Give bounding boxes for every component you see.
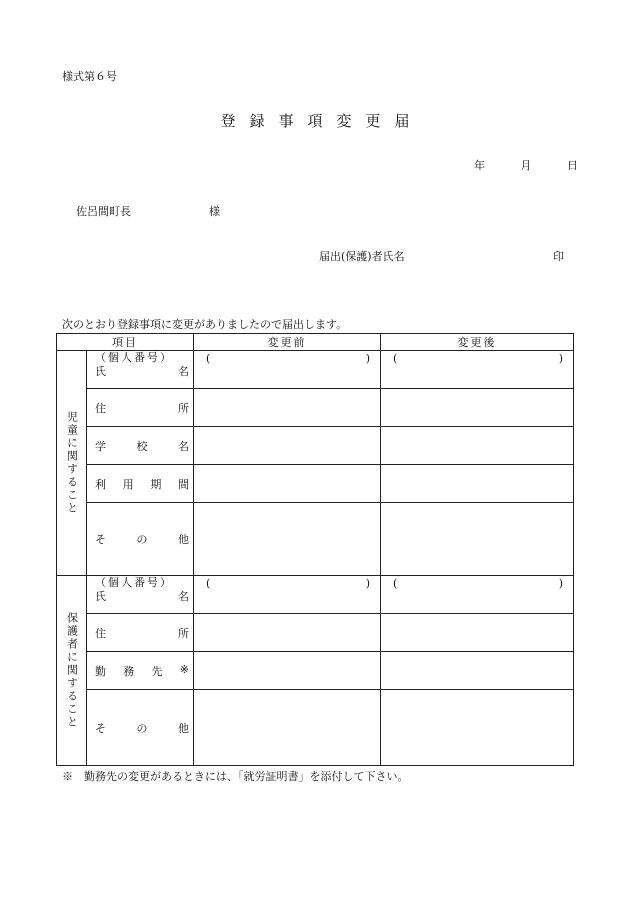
guardian-other-before-field[interactable] bbox=[194, 690, 381, 766]
table-row bbox=[57, 614, 574, 652]
applicant-name-label: 届出(保護)者氏名 bbox=[319, 250, 405, 263]
guardian-workplace-after-field[interactable] bbox=[381, 652, 574, 690]
date-year-label: 年 bbox=[474, 159, 485, 172]
child-address-before-field[interactable] bbox=[194, 389, 381, 427]
child-period-label: 利 用 期 間 bbox=[87, 465, 194, 503]
guardian-other-label: そ の 他 bbox=[87, 690, 194, 766]
seal-label: 印 bbox=[553, 250, 564, 263]
table-row bbox=[57, 465, 574, 503]
footnote: ※ 勤務先の変更があるときには、「就労証明書」を添付して下さい。 bbox=[62, 770, 409, 783]
child-address-label: 住 所 bbox=[87, 389, 194, 427]
guardian-name-before-field[interactable]: ( ) bbox=[194, 576, 381, 614]
guardian-other-after-field[interactable] bbox=[381, 690, 574, 766]
kojin-bango-label: （個人番号） bbox=[95, 576, 173, 589]
child-other-before-field[interactable] bbox=[194, 503, 381, 576]
table-row bbox=[57, 690, 574, 766]
header-item: 項目 bbox=[57, 334, 194, 351]
change-table bbox=[56, 333, 574, 766]
kojin-bango-label: （個人番号） bbox=[95, 351, 173, 364]
guardian-workplace-label: 勤 務 先 ※ bbox=[87, 652, 194, 690]
honorific: 様 bbox=[209, 205, 220, 218]
guardian-address-before-field[interactable] bbox=[194, 614, 381, 652]
child-name-after-field[interactable]: ( ) bbox=[381, 351, 574, 389]
page-title: 登録事項変更届 bbox=[220, 112, 424, 130]
guardian-name-label: （個人番号） 氏 名 bbox=[87, 576, 194, 614]
form-number: 様式第６号 bbox=[62, 70, 117, 83]
guardian-address-label: 住 所 bbox=[87, 614, 194, 652]
child-section-label: 児童に関すること bbox=[57, 351, 87, 576]
child-period-after-field[interactable] bbox=[381, 465, 574, 503]
date-month-label: 月 bbox=[520, 159, 532, 172]
child-school-before-field[interactable] bbox=[194, 427, 381, 465]
guardian-address-after-field[interactable] bbox=[381, 614, 574, 652]
table-header-row bbox=[57, 334, 574, 351]
date-line bbox=[474, 157, 578, 173]
table-row bbox=[57, 503, 574, 576]
addressee: 佐呂間町長 bbox=[76, 205, 131, 218]
child-period-before-field[interactable] bbox=[194, 465, 381, 503]
table-row bbox=[57, 389, 574, 427]
guardian-name-after-field[interactable]: ( ) bbox=[381, 576, 574, 614]
child-address-after-field[interactable] bbox=[381, 389, 574, 427]
child-school-after-field[interactable] bbox=[381, 427, 574, 465]
guardian-workplace-before-field[interactable] bbox=[194, 652, 381, 690]
child-name-before-field[interactable]: ( ) bbox=[194, 351, 381, 389]
table-row bbox=[57, 652, 574, 690]
guardian-section-label: 保護者に関すること bbox=[57, 576, 87, 766]
date-day-label: 日 bbox=[567, 159, 578, 172]
table-row bbox=[57, 427, 574, 465]
intro-text: 次のとおり登録事項に変更がありましたので届出します。 bbox=[62, 318, 348, 331]
child-other-label: そ の 他 bbox=[87, 503, 194, 576]
child-name-label: （個人番号） 氏 名 bbox=[87, 351, 194, 389]
child-school-label: 学 校 名 bbox=[87, 427, 194, 465]
table-row bbox=[57, 576, 574, 614]
header-after: 変更後 bbox=[381, 334, 574, 351]
child-other-after-field[interactable] bbox=[381, 503, 574, 576]
header-before: 変更前 bbox=[194, 334, 381, 351]
table-row bbox=[57, 351, 574, 389]
